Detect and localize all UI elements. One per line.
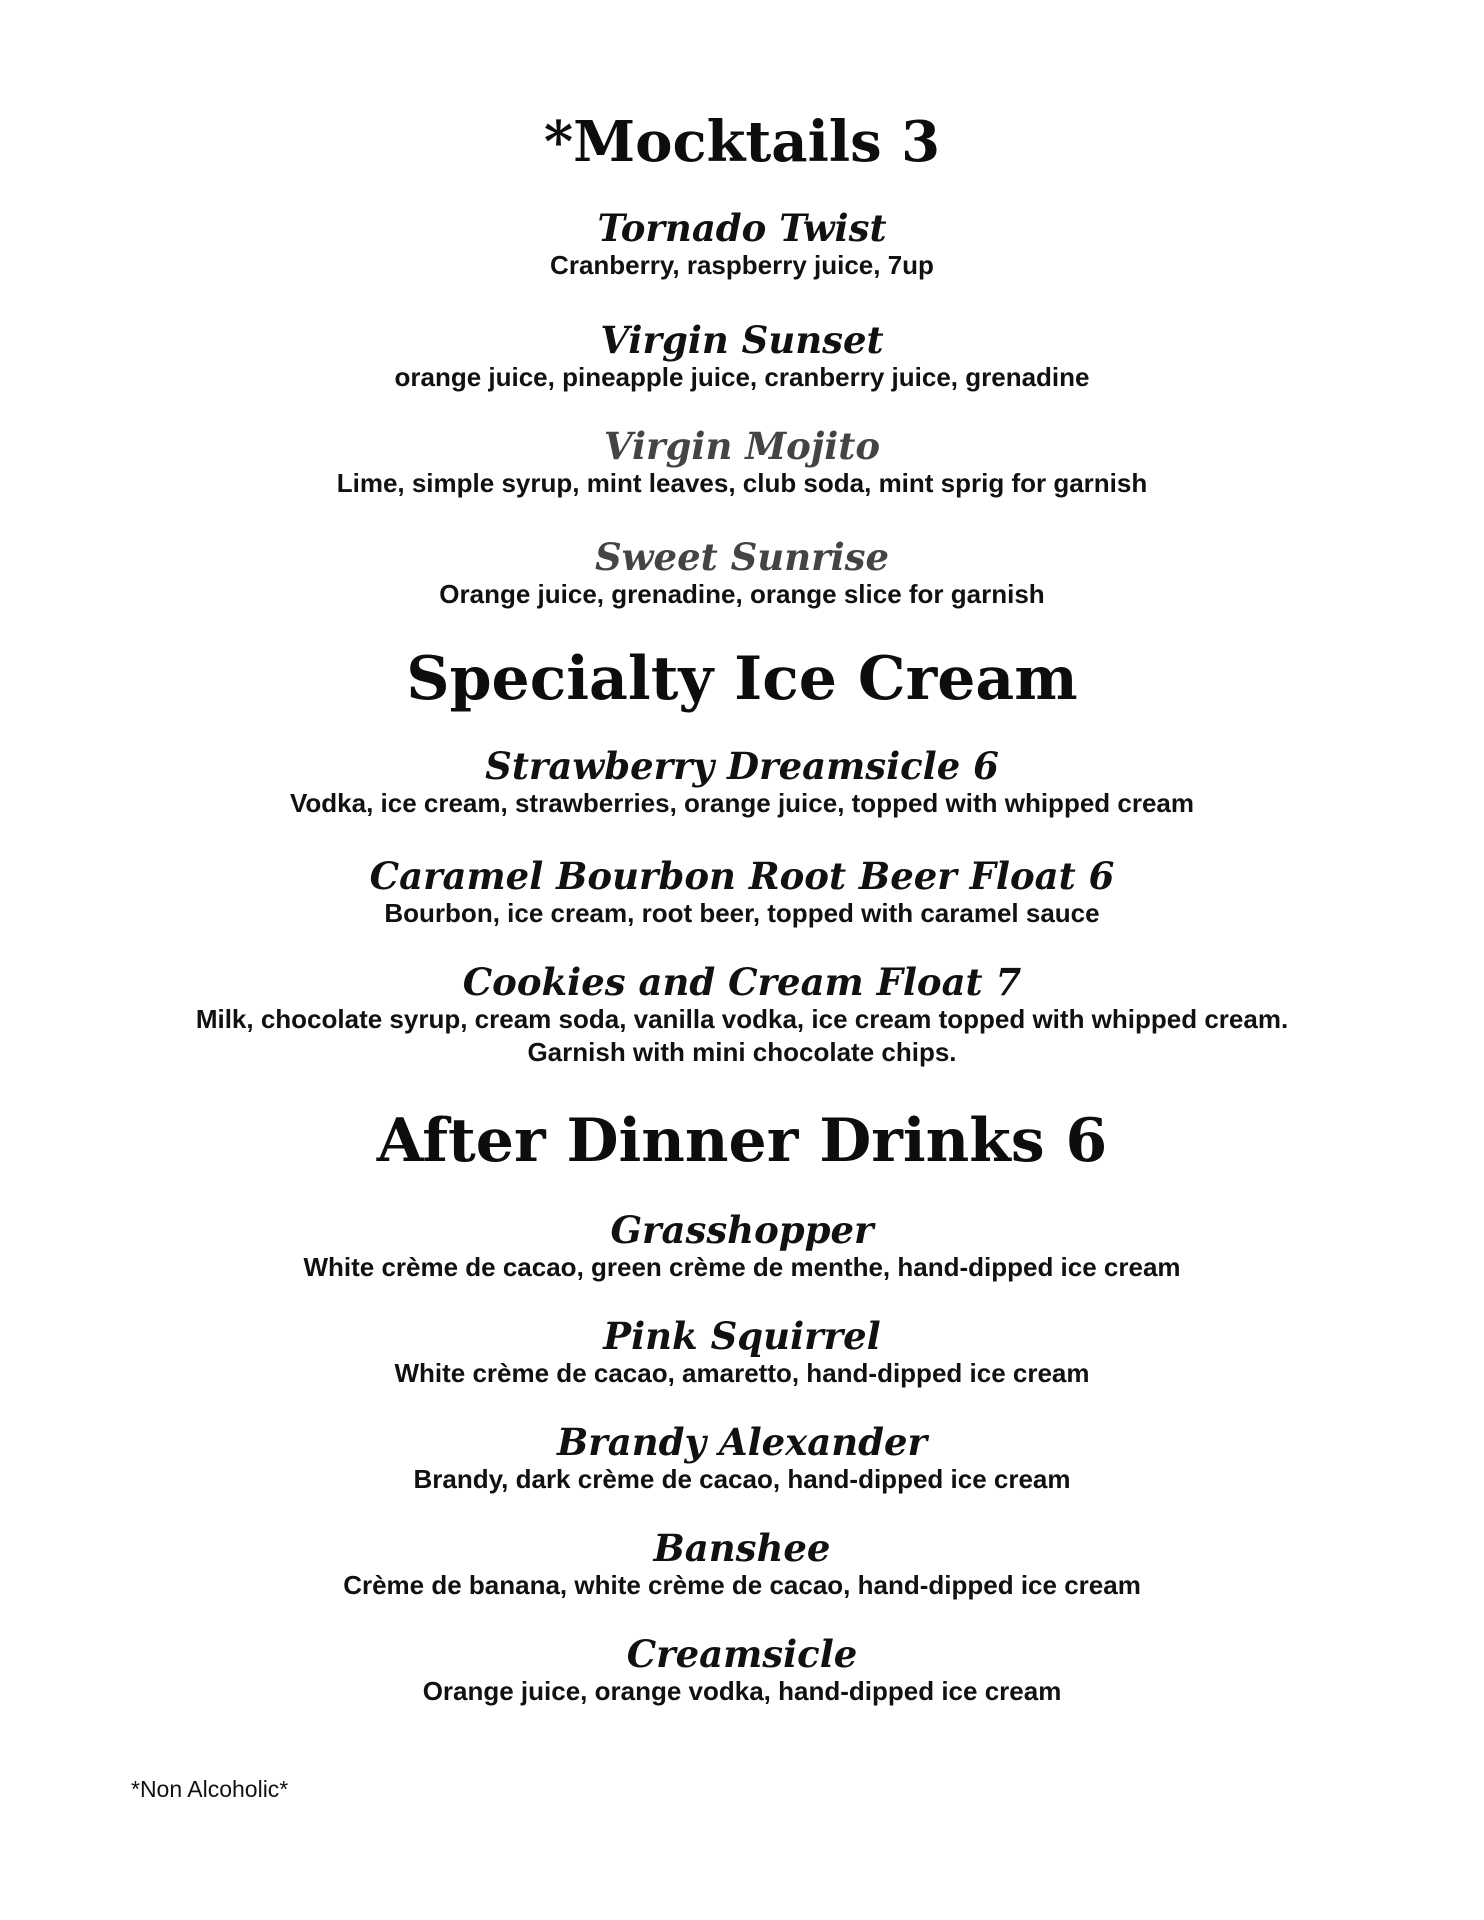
- item-description: Bourbon, ice cream, root beer, topped with caramel sauce: [384, 897, 1100, 928]
- section-title-mocktails: *Mocktails 3: [543, 109, 941, 175]
- item-name: Creamsicle: [626, 1632, 858, 1676]
- menu-item: [0, 746, 1484, 820]
- item-name: Brandy Alexander: [556, 1420, 928, 1464]
- item-name: Tornado Twist: [597, 206, 887, 250]
- section-title-specialty-ice-cream: Specialty Ice Cream: [406, 644, 1078, 714]
- item-description-line-2: Garnish with mini chocolate chips.: [527, 1037, 957, 1068]
- section-title-after-dinner-drinks: After Dinner Drinks 6: [376, 1106, 1108, 1176]
- item-name: Virgin Sunset: [600, 318, 884, 362]
- item-name: Cookies and Cream Float 7: [462, 960, 1022, 1004]
- item-description: Orange juice, orange vodka, hand-dipped ice cream: [422, 1675, 1062, 1706]
- item-description: White crème de cacao, amaretto, hand-dipped ice cream: [394, 1357, 1090, 1388]
- item-description: Crème de banana, white crème de cacao, hand-dipped ice cream: [343, 1569, 1141, 1600]
- item-description: Brandy, dark crème de cacao, hand-dipped ice cream: [413, 1463, 1071, 1494]
- footnote-non-alcoholic: *Non Alcoholic*: [131, 1776, 289, 1802]
- item-description: Milk, chocolate syrup, cream soda, vanilla vodka, ice cream topped with whipped cream.: [195, 1003, 1289, 1034]
- item-description: orange juice, pineapple juice, cranberry juice, grenadine: [394, 361, 1090, 392]
- item-description: Cranberry, raspberry juice, 7up: [550, 249, 934, 280]
- item-description: Lime, simple syrup, mint leaves, club soda, mint sprig for garnish: [336, 467, 1148, 498]
- menu-item: [0, 208, 1484, 282]
- menu-item: [0, 1422, 1484, 1496]
- item-name: Grasshopper: [610, 1208, 874, 1252]
- item-description: Orange juice, grenadine, orange slice for garnish: [439, 578, 1045, 609]
- menu-item: [0, 426, 1484, 500]
- item-description: White crème de cacao, green crème de menthe, hand-dipped ice cream: [303, 1251, 1181, 1282]
- menu-item: [0, 1634, 1484, 1708]
- menu-item: [0, 1316, 1484, 1390]
- menu-item: [0, 320, 1484, 394]
- menu-item: [0, 1528, 1484, 1602]
- menu-item: [0, 537, 1484, 611]
- item-name: Virgin Mojito: [603, 424, 881, 468]
- menu-item: [0, 1210, 1484, 1284]
- item-name: Caramel Bourbon Root Beer Float 6: [369, 854, 1115, 898]
- item-description: Vodka, ice cream, strawberries, orange juice, topped with whipped cream: [289, 787, 1195, 818]
- item-name: Banshee: [653, 1526, 831, 1570]
- menu-item: [0, 856, 1484, 930]
- menu-item: [0, 962, 1484, 1070]
- item-name: Sweet Sunrise: [594, 535, 890, 579]
- item-name: Strawberry Dreamsicle 6: [485, 744, 999, 788]
- item-name: Pink Squirrel: [603, 1314, 881, 1358]
